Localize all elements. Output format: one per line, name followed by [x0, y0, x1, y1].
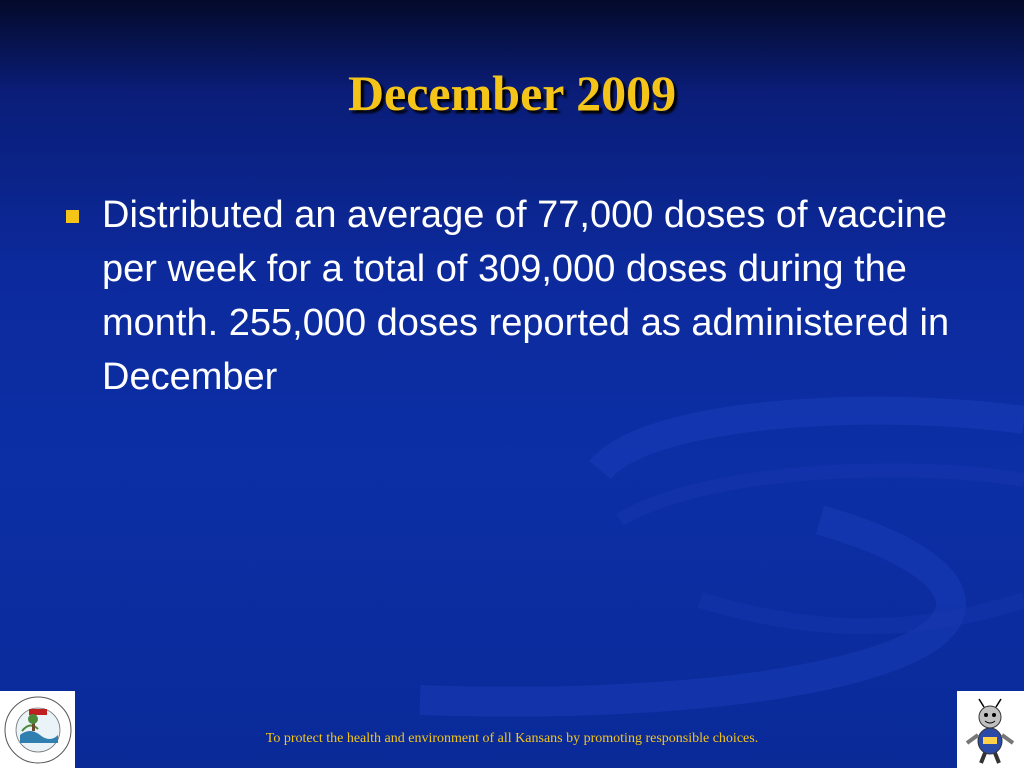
- slide-title: December 2009: [347, 65, 677, 121]
- kdhe-seal-icon: [0, 691, 75, 768]
- bullet-list: [64, 188, 964, 404]
- bullet-text: Distributed an average of 77,000 doses of vaccine per week for a total of 309,000 doses during the month. 255,000 doses reported as administered in December: [102, 194, 950, 398]
- mascot-icon: [957, 691, 1024, 768]
- kdhe-logo: [0, 691, 75, 768]
- square-bullet-icon: [66, 210, 79, 223]
- bullet-item: [64, 188, 964, 404]
- mascot-logo: [957, 691, 1024, 768]
- footer-motto: To protect the health and environment of all Kansans by promoting responsible choices.: [265, 731, 759, 746]
